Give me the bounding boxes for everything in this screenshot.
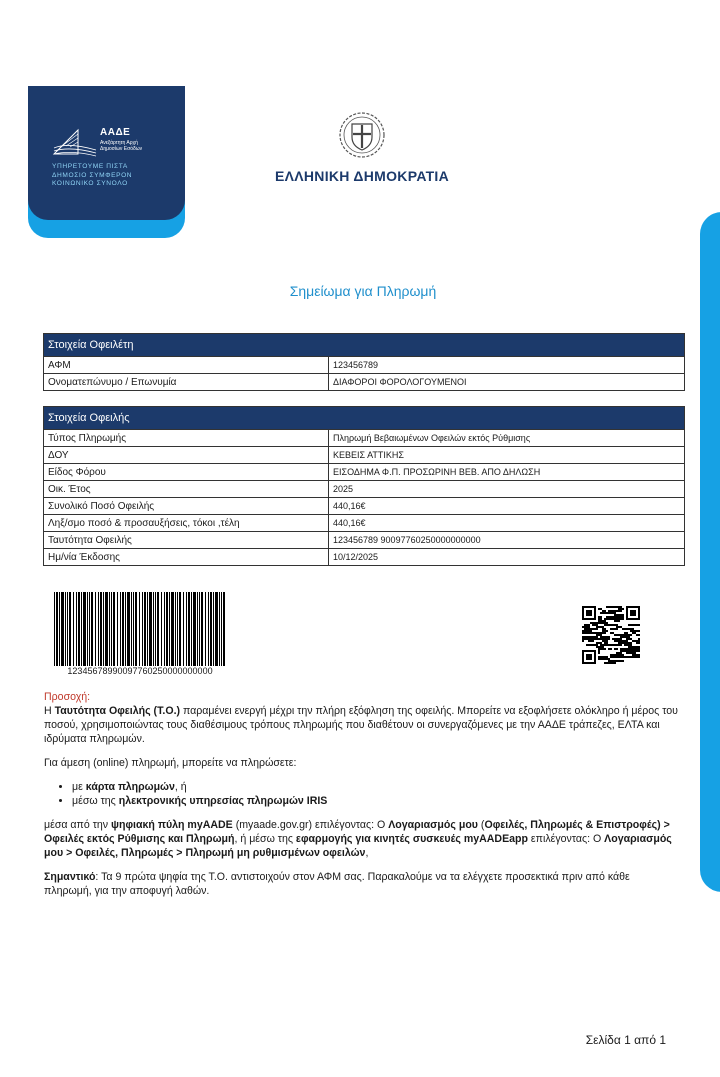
page-number: Σελίδα 1 από 1: [585, 1033, 666, 1047]
row-value: 440,16€: [329, 515, 685, 532]
table-row: [44, 447, 685, 464]
row-value: 2025: [329, 481, 685, 498]
online-payment-intro: Για άμεση (online) πληρωμή, μπορείτε να πληρώσετε:: [44, 757, 297, 769]
row-value: 440,16€: [329, 498, 685, 515]
row-label: ΔΟΥ: [44, 447, 329, 464]
row-label: Οικ. Έτος: [44, 481, 329, 498]
row-label: Ληξ/σμο ποσό & προσαυξήσεις, τόκοι ,τέλη: [44, 515, 329, 532]
debt-table: [43, 406, 685, 566]
row-label: Τύπος Πληρωμής: [44, 430, 329, 447]
row-label: Είδος Φόρου: [44, 464, 329, 481]
row-label: Ταυτότητα Οφειλής: [44, 532, 329, 549]
table-row: [44, 430, 685, 447]
barcode-digits: 12345678990097760250000000000: [67, 666, 213, 676]
table-row: [44, 374, 685, 391]
government-title: ΕΛΛΗΝΙΚΗ ΔΗΜΟΚΡΑΤΙΑ: [274, 168, 450, 184]
warning-label: Προσοχή:: [44, 691, 91, 703]
table-row: [44, 481, 685, 498]
debtor-table: [43, 333, 685, 391]
row-label: Συνολικό Ποσό Οφειλής: [44, 498, 329, 515]
table-row: [44, 357, 685, 374]
payment-notice: Προσοχή: Η Ταυτότητα Οφειλής (Τ.Ο.) παραμένει ενεργή μέχρι την πλήρη εξόφληση της οφειλής. Μπορείτε να εξοφλήσετε ολόκληρο ή μέρος του ποσού, χρησιμοποιώντας τους διαθέσιμους τρόπους πληρωμής που διαθέτουν οι συνεργαζόμενες με την ΑΑΔΕ τράπεζες, ΕΛΤΑ και ιδρύματα πληρωμών. Για άμεση (online) πληρωμή, μπορείτε να πληρώσετε: • με κάρτα πληρωμών, ή • μέσω της ηλεκτρονικής υπηρεσίας πληρωμών IRIS μέσα από την ψηφιακή πύλη myAADE (myaade.gov.gr) επιλέγοντας: Ο Λογαριασμός μου (Οφειλές, Πληρωμές & Επιστροφές) > Οφειλές εκτός Ρύθμισης και Πληρωμή, ή μέσω της εφαρμογής για κινητές συσκευές myAADEapp επιλέγοντας: Ο Λογαριασμός μου > Οφειλές, Πληρωμές > Πληρωμή μη ρυθμισμένων οφειλών, Σημαντικό: Τα 9 πρώτα ψηφία της Τ.Ο. αντιστοιχούν στον ΑΦΜ σας. Παρακαλούμε να τα ελέγχετε προσεκτικά πριν από κάθε πληρωμή, για την αποφυγή λαθών.: [44, 690, 680, 908]
table-row: [44, 549, 685, 566]
aade-subtitle: Ανεξάρτητη Αρχή Δημοσίων Εσόδων: [100, 140, 143, 152]
row-value: ΔΙΑΦΟΡΟΙ ΦΟΡΟΛΟΓΟΥΜΕΝΟΙ: [329, 374, 685, 391]
aade-slogan: ΥΠΗΡΕΤΟΥΜΕ ΠΙΣΤΑ ΔΗΜΟΣΙΟ ΣΥΜΦΕΡΟΝ ΚΟΙΝΩΝΙΚΟ ΣΥΝΟΛΟ: [52, 163, 133, 187]
table-row: [44, 532, 685, 549]
aade-name: ΑΑΔΕ: [100, 127, 131, 138]
aade-logo: [28, 86, 185, 238]
row-value: 123456789: [329, 357, 685, 374]
debt-table-header: Στοιχεία Οφειλής: [44, 407, 685, 430]
debtor-table-header: Στοιχεία Οφειλέτη: [44, 334, 685, 357]
myaade-instructions: μέσα από την ψηφιακή πύλη myAADE (myaade.gov.gr) επιλέγοντας: Ο Λογαριασμός μου (Οφειλές, Πληρωμές & Επιστροφές) > Οφειλές εκτός Ρύθμισης και Πληρωμή, ή μέσω της εφαρμογής για κινητές συσκευές myAADEapp επιλέγοντας: Ο Λογαριασμός μου > Οφειλές, Πληρωμές > Πληρωμή μη ρυθμισμένων οφειλών,: [44, 819, 672, 859]
list-item: • μέσω της ηλεκτρονικής υπηρεσίας πληρωμών IRIS: [72, 794, 680, 808]
row-value: ΚΕΒΕΙΣ ΑΤΤΙΚΗΣ: [329, 447, 685, 464]
row-value: 10/12/2025: [329, 549, 685, 566]
table-row: [44, 464, 685, 481]
row-value: 123456789 90097760250000000000: [329, 532, 685, 549]
important-note: Σημαντικό: Τα 9 πρώτα ψηφία της Τ.Ο. αντιστοιχούν στον ΑΦΜ σας. Παρακαλούμε να τα ελέγχετε προσεκτικά πριν από κάθε πληρωμή, για την αποφυγή λαθών.: [44, 871, 630, 897]
payment-options-list: [44, 780, 680, 808]
table-row: [44, 498, 685, 515]
row-value: ΕΙΣΟΔΗΜΑ Φ.Π. ΠΡΟΣΩΡΙΝΗ ΒΕΒ. ΑΠΟ ΔΗΛΩΣΗ: [329, 464, 685, 481]
decorative-side-bar: [700, 212, 720, 892]
row-label: Ημ/νία Έκδοσης: [44, 549, 329, 566]
greek-emblem-icon: [337, 110, 387, 160]
row-value: Πληρωμή Βεβαιωμένων Οφειλών εκτός Ρύθμισης: [329, 430, 685, 447]
document-title: Σημείωμα για Πληρωμή: [289, 283, 437, 299]
qr-code: [582, 606, 640, 664]
row-label: Ονοματεπώνυμο / Επωνυμία: [44, 374, 329, 391]
table-row: [44, 515, 685, 532]
row-label: ΑΦΜ: [44, 357, 329, 374]
list-item: • με κάρτα πληρωμών, ή: [72, 780, 680, 794]
barcode: [52, 592, 228, 666]
